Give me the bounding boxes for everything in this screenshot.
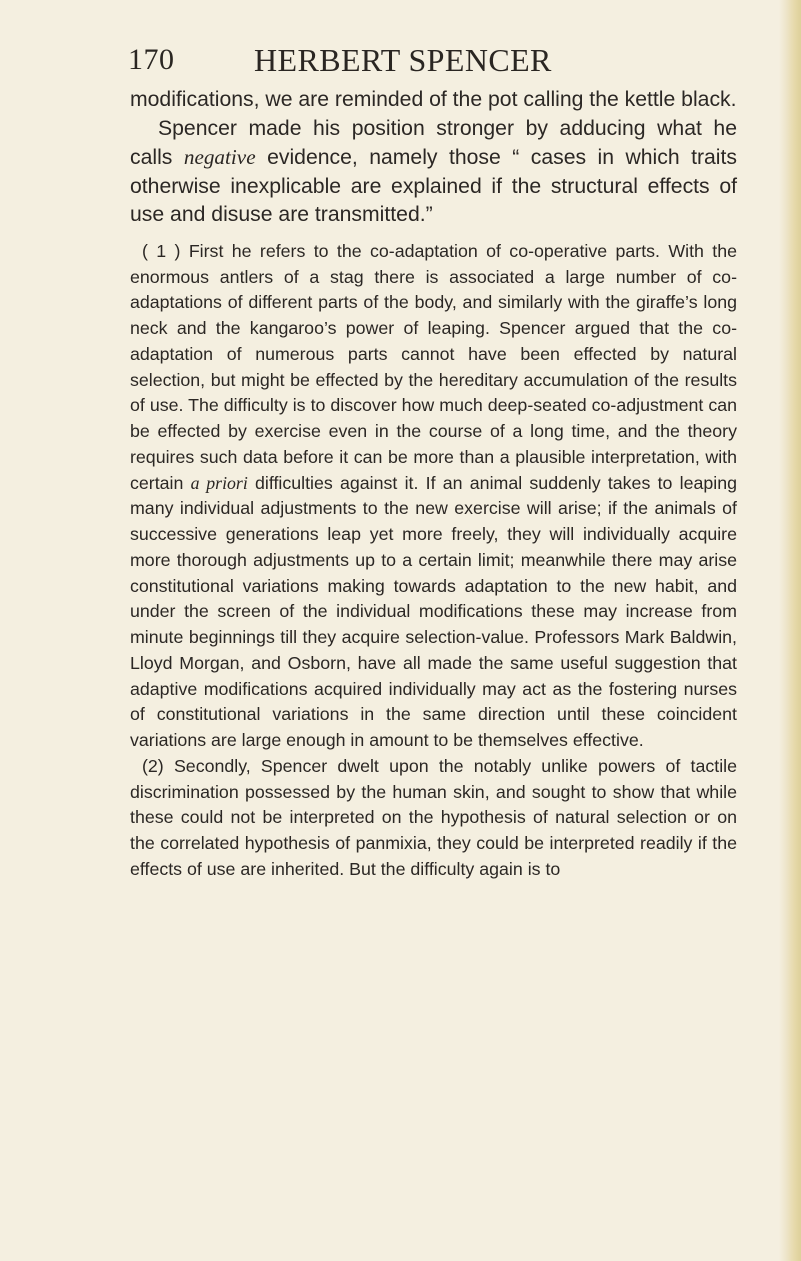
- body-text: [130, 86, 737, 883]
- page-header: [128, 42, 748, 82]
- paragraph-gap: [130, 230, 737, 239]
- paragraph-3: [130, 239, 737, 754]
- paragraph-2-text-b: evidence, namely those “ cases in which traits otherwise inexplicable are explained if the structural effects of use and disuse are transmitted.”: [130, 146, 737, 227]
- paragraph-2-text-a: Spencer made his position stronger by adducing what he calls: [130, 116, 737, 170]
- paragraph-2-emphasis: negative: [183, 145, 256, 170]
- paragraph-1: modifications, we are reminded of the pot calling the kettle black.: [130, 88, 737, 111]
- running-head: HERBERT SPENCER: [254, 42, 552, 78]
- paragraph-3-text-a: ( 1 ) First he refers to the co-adaptation of co-operative parts. With the enormous antlers of a stag there is associated a large number of co-adaptations of different parts of the body, and similarly with the giraffe’s long neck and the kangaroo’s power of leaping. Spencer argued that the co-adaptation of numerous parts cannot have been effected by natural selection, but might be effected by the hereditary accumulation of the results of use. The difficulty is to discover how much deep-seated co-adjustment can be effected by exercise even in the course of a long time, and the theory requires such data before it can be more than a plausible interpretation, with certain: [130, 240, 737, 493]
- page-number: 170: [128, 43, 175, 76]
- paragraph-3-text-b: difficulties against it. If an animal suddenly takes to leaping many individual adjustments to the new exercise will arise; if the animals of successive generations leap yet more freely, they will individually acquire more thorough adjustments up to a certain limit; meanwhile there may arise constitutional variations making towards adaptation to the new habit, and under the screen of the individual modifications these may increase from minute beginnings till they acquire selection-value. Professors Mark Baldwin, Lloyd Morgan, and Osborn, have all made the same useful suggestion that adaptive modifications acquired individually may act as the fostering nurses of constitutional variations in the same direction until these coincident variations are large enough in amount to be themselves effective.: [130, 472, 737, 751]
- page-edge-shadow: [779, 0, 801, 1261]
- paragraph-3-emphasis: a priori: [190, 472, 248, 493]
- paragraph-2: [130, 115, 737, 230]
- paragraph-4: (2) Secondly, Spencer dwelt upon the notably unlike powers of tactile discrimination possessed by the human skin, and sought to show that while these could not be interpreted on the hypothesis of natural selection or on the correlated hypothesis of panmixia, they could be interpreted readily if the effects of use are inherited. But the difficulty again is to: [130, 755, 737, 879]
